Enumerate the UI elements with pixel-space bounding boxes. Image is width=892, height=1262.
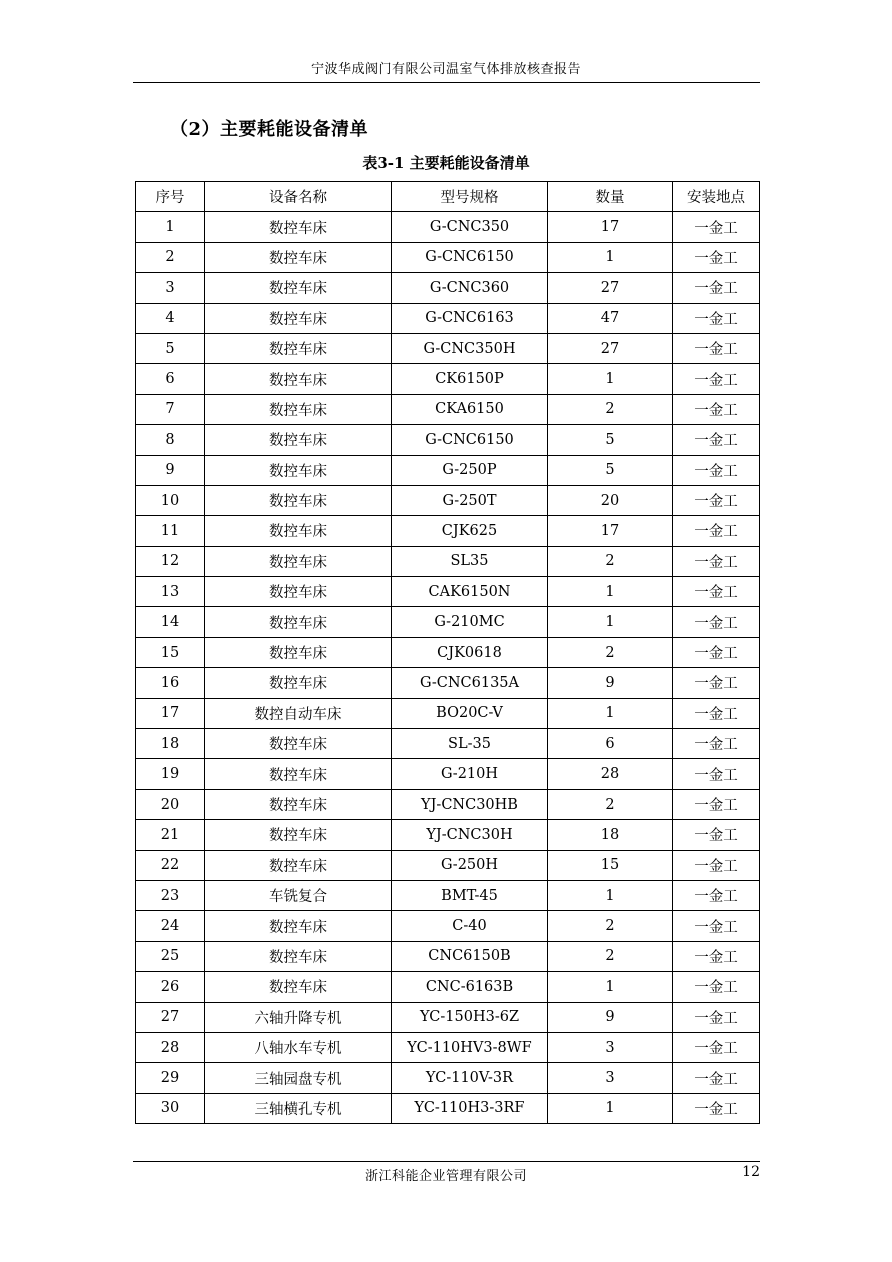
table-row xyxy=(136,911,760,941)
page-number: 12 xyxy=(742,1164,760,1180)
cell-location: 一金工 xyxy=(673,880,760,910)
cell-index: 7 xyxy=(136,394,205,424)
table-row xyxy=(136,637,760,667)
cell-equipment-name: 数控车床 xyxy=(205,546,392,576)
table-row xyxy=(136,820,760,850)
cell-quantity: 1 xyxy=(548,364,673,394)
cell-model: G-CNC6163 xyxy=(392,303,548,333)
footer-company: 浙江科能企业管理有限公司 xyxy=(364,1169,527,1184)
cell-index: 22 xyxy=(136,850,205,880)
cell-equipment-name: 数控车床 xyxy=(205,941,392,971)
cell-quantity: 2 xyxy=(548,637,673,667)
cell-index: 28 xyxy=(136,1032,205,1062)
cell-index: 27 xyxy=(136,1002,205,1032)
cell-model: CJK0618 xyxy=(392,637,548,667)
cell-model: YC-150H3-6Z xyxy=(392,1002,548,1032)
cell-location: 一金工 xyxy=(673,577,760,607)
cell-equipment-name: 数控车床 xyxy=(205,273,392,303)
cell-equipment-name: 数控车床 xyxy=(205,425,392,455)
cell-equipment-name: 数控车床 xyxy=(205,394,392,424)
column-header-name: 设备名称 xyxy=(205,182,392,212)
cell-location: 一金工 xyxy=(673,941,760,971)
table-row xyxy=(136,333,760,363)
header-divider xyxy=(133,82,760,83)
cell-location: 一金工 xyxy=(673,1032,760,1062)
cell-model: G-250P xyxy=(392,455,548,485)
cell-model: CAK6150N xyxy=(392,577,548,607)
table-row xyxy=(136,516,760,546)
cell-equipment-name: 数控车床 xyxy=(205,850,392,880)
table-row xyxy=(136,880,760,910)
cell-location: 一金工 xyxy=(673,303,760,333)
cell-location: 一金工 xyxy=(673,455,760,485)
cell-location: 一金工 xyxy=(673,242,760,272)
cell-quantity: 6 xyxy=(548,729,673,759)
cell-location: 一金工 xyxy=(673,759,760,789)
table-row xyxy=(136,941,760,971)
cell-location: 一金工 xyxy=(673,364,760,394)
table-row xyxy=(136,789,760,819)
cell-index: 20 xyxy=(136,789,205,819)
cell-index: 26 xyxy=(136,972,205,1002)
cell-location: 一金工 xyxy=(673,607,760,637)
column-header-index: 序号 xyxy=(136,182,205,212)
table-row xyxy=(136,242,760,272)
cell-quantity: 5 xyxy=(548,455,673,485)
table-caption: 表3-1 主要耗能设备清单 xyxy=(362,154,530,172)
cell-index: 24 xyxy=(136,911,205,941)
cell-equipment-name: 数控车床 xyxy=(205,242,392,272)
cell-equipment-name: 数控车床 xyxy=(205,637,392,667)
section-title: （2）主要耗能设备清单 xyxy=(170,119,369,140)
cell-equipment-name: 数控车床 xyxy=(205,820,392,850)
cell-model: YJ-CNC30HB xyxy=(392,789,548,819)
cell-quantity: 17 xyxy=(548,516,673,546)
cell-equipment-name: 数控车床 xyxy=(205,212,392,242)
cell-equipment-name: 八轴水车专机 xyxy=(205,1032,392,1062)
cell-quantity: 1 xyxy=(548,698,673,728)
column-header-quantity: 数量 xyxy=(548,182,673,212)
cell-equipment-name: 数控车床 xyxy=(205,455,392,485)
cell-quantity: 2 xyxy=(548,789,673,819)
cell-model: BMT-45 xyxy=(392,880,548,910)
cell-model: G-CNC350 xyxy=(392,212,548,242)
cell-index: 3 xyxy=(136,273,205,303)
cell-location: 一金工 xyxy=(673,516,760,546)
table-row xyxy=(136,273,760,303)
cell-index: 2 xyxy=(136,242,205,272)
table-row xyxy=(136,1032,760,1062)
cell-quantity: 27 xyxy=(548,273,673,303)
table-row xyxy=(136,729,760,759)
table-body xyxy=(136,212,760,1124)
table-row xyxy=(136,698,760,728)
cell-location: 一金工 xyxy=(673,729,760,759)
cell-quantity: 20 xyxy=(548,485,673,515)
cell-model: G-250T xyxy=(392,485,548,515)
cell-index: 10 xyxy=(136,485,205,515)
cell-model: G-CNC350H xyxy=(392,333,548,363)
cell-equipment-name: 数控车床 xyxy=(205,516,392,546)
table-row xyxy=(136,485,760,515)
cell-quantity: 2 xyxy=(548,546,673,576)
cell-location: 一金工 xyxy=(673,425,760,455)
cell-quantity: 1 xyxy=(548,242,673,272)
cell-location: 一金工 xyxy=(673,1093,760,1123)
cell-quantity: 1 xyxy=(548,607,673,637)
cell-quantity: 9 xyxy=(548,668,673,698)
cell-location: 一金工 xyxy=(673,698,760,728)
equipment-table xyxy=(135,181,760,1124)
cell-model: C-40 xyxy=(392,911,548,941)
cell-location: 一金工 xyxy=(673,1002,760,1032)
cell-quantity: 5 xyxy=(548,425,673,455)
table-row xyxy=(136,1093,760,1123)
cell-model: G-210H xyxy=(392,759,548,789)
table-row xyxy=(136,303,760,333)
cell-quantity: 1 xyxy=(548,880,673,910)
cell-index: 23 xyxy=(136,880,205,910)
cell-location: 一金工 xyxy=(673,789,760,819)
cell-quantity: 2 xyxy=(548,911,673,941)
table-row xyxy=(136,364,760,394)
cell-model: YC-110HV3-8WF xyxy=(392,1032,548,1062)
cell-quantity: 9 xyxy=(548,1002,673,1032)
cell-model: CNC-6163B xyxy=(392,972,548,1002)
cell-model: YJ-CNC30H xyxy=(392,820,548,850)
cell-model: G-CNC6150 xyxy=(392,425,548,455)
cell-equipment-name: 数控车床 xyxy=(205,303,392,333)
cell-location: 一金工 xyxy=(673,212,760,242)
cell-model: CK6150P xyxy=(392,364,548,394)
cell-quantity: 28 xyxy=(548,759,673,789)
cell-location: 一金工 xyxy=(673,333,760,363)
cell-equipment-name: 三轴园盘专机 xyxy=(205,1063,392,1093)
cell-location: 一金工 xyxy=(673,668,760,698)
cell-equipment-name: 数控车床 xyxy=(205,485,392,515)
table-row xyxy=(136,759,760,789)
cell-index: 13 xyxy=(136,577,205,607)
cell-location: 一金工 xyxy=(673,850,760,880)
cell-model: G-250H xyxy=(392,850,548,880)
cell-index: 4 xyxy=(136,303,205,333)
cell-index: 9 xyxy=(136,455,205,485)
cell-quantity: 18 xyxy=(548,820,673,850)
table-row xyxy=(136,607,760,637)
column-header-location: 安装地点 xyxy=(673,182,760,212)
cell-location: 一金工 xyxy=(673,273,760,303)
cell-equipment-name: 数控车床 xyxy=(205,759,392,789)
cell-model: YC-110V-3R xyxy=(392,1063,548,1093)
column-header-model: 型号规格 xyxy=(392,182,548,212)
cell-model: CNC6150B xyxy=(392,941,548,971)
cell-index: 29 xyxy=(136,1063,205,1093)
cell-equipment-name: 数控车床 xyxy=(205,972,392,1002)
cell-index: 17 xyxy=(136,698,205,728)
cell-equipment-name: 三轴横孔专机 xyxy=(205,1093,392,1123)
cell-equipment-name: 数控车床 xyxy=(205,364,392,394)
cell-index: 16 xyxy=(136,668,205,698)
cell-quantity: 47 xyxy=(548,303,673,333)
cell-index: 12 xyxy=(136,546,205,576)
page-header: 宁波华成阀门有限公司温室气体排放核查报告 xyxy=(310,62,581,77)
table-row xyxy=(136,668,760,698)
cell-index: 1 xyxy=(136,212,205,242)
table-row xyxy=(136,455,760,485)
cell-quantity: 1 xyxy=(548,1093,673,1123)
cell-quantity: 3 xyxy=(548,1063,673,1093)
cell-location: 一金工 xyxy=(673,546,760,576)
cell-index: 21 xyxy=(136,820,205,850)
cell-equipment-name: 车铣复合 xyxy=(205,880,392,910)
cell-index: 30 xyxy=(136,1093,205,1123)
cell-index: 14 xyxy=(136,607,205,637)
footer-divider xyxy=(133,1161,760,1162)
cell-index: 11 xyxy=(136,516,205,546)
cell-index: 19 xyxy=(136,759,205,789)
cell-model: SL35 xyxy=(392,546,548,576)
table-header-row xyxy=(136,182,760,212)
table-row xyxy=(136,546,760,576)
cell-quantity: 15 xyxy=(548,850,673,880)
table-row xyxy=(136,212,760,242)
cell-index: 18 xyxy=(136,729,205,759)
cell-equipment-name: 数控车床 xyxy=(205,333,392,363)
cell-equipment-name: 数控车床 xyxy=(205,729,392,759)
cell-quantity: 1 xyxy=(548,577,673,607)
table-row xyxy=(136,1063,760,1093)
cell-location: 一金工 xyxy=(673,1063,760,1093)
cell-location: 一金工 xyxy=(673,485,760,515)
table-row xyxy=(136,394,760,424)
cell-location: 一金工 xyxy=(673,394,760,424)
cell-model: CKA6150 xyxy=(392,394,548,424)
cell-model: G-CNC360 xyxy=(392,273,548,303)
cell-equipment-name: 数控车床 xyxy=(205,607,392,637)
cell-quantity: 27 xyxy=(548,333,673,363)
cell-quantity: 2 xyxy=(548,394,673,424)
cell-model: CJK625 xyxy=(392,516,548,546)
cell-quantity: 3 xyxy=(548,1032,673,1062)
table-row xyxy=(136,425,760,455)
cell-quantity: 2 xyxy=(548,941,673,971)
cell-model: G-CNC6150 xyxy=(392,242,548,272)
table-row xyxy=(136,1002,760,1032)
cell-quantity: 1 xyxy=(548,972,673,1002)
cell-model: G-210MC xyxy=(392,607,548,637)
table-row xyxy=(136,577,760,607)
cell-location: 一金工 xyxy=(673,972,760,1002)
cell-equipment-name: 数控车床 xyxy=(205,577,392,607)
cell-model: SL-35 xyxy=(392,729,548,759)
table-row xyxy=(136,972,760,1002)
cell-model: BO20C-V xyxy=(392,698,548,728)
cell-index: 15 xyxy=(136,637,205,667)
cell-model: YC-110H3-3RF xyxy=(392,1093,548,1123)
cell-equipment-name: 数控车床 xyxy=(205,789,392,819)
cell-index: 25 xyxy=(136,941,205,971)
cell-quantity: 17 xyxy=(548,212,673,242)
cell-equipment-name: 数控车床 xyxy=(205,911,392,941)
cell-equipment-name: 数控自动车床 xyxy=(205,698,392,728)
cell-location: 一金工 xyxy=(673,637,760,667)
cell-equipment-name: 数控车床 xyxy=(205,668,392,698)
cell-location: 一金工 xyxy=(673,820,760,850)
cell-index: 6 xyxy=(136,364,205,394)
cell-equipment-name: 六轴升降专机 xyxy=(205,1002,392,1032)
cell-model: G-CNC6135A xyxy=(392,668,548,698)
table-row xyxy=(136,850,760,880)
cell-index: 8 xyxy=(136,425,205,455)
cell-index: 5 xyxy=(136,333,205,363)
cell-location: 一金工 xyxy=(673,911,760,941)
